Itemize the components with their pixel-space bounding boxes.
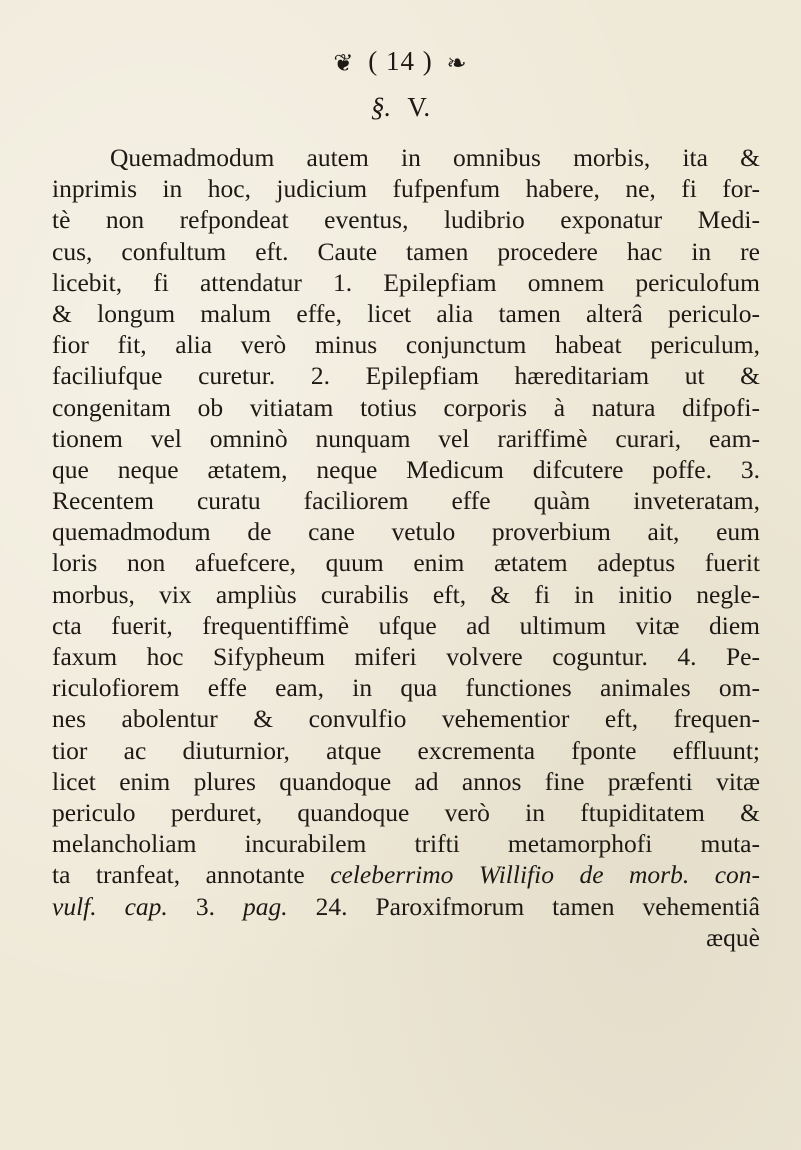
page-number: ( 14 ) [368,46,433,76]
text-line: inprimis in hoc, judicium fufpenfum habere, ne, fi for- [52,174,760,204]
text-line: licebit, fi attendatur 1. Epilepfiam omnem periculofum [52,267,760,297]
text-line: cta fuerit, frequentiffimè ufque ad ultimum vitæ diem [52,610,760,640]
text-line: congenitam ob vitiatam totius corporis à natura difpofi- [52,392,760,422]
page-header [0,46,801,78]
citation-chapter: vulf. cap. [52,891,168,921]
citation-author: celeberrimo Willifio de morb. con- [330,860,761,890]
text-line: fior fit, alia verò minus conjunctum habeat periculum, [52,330,760,360]
text-line: Recentem curatu faciliorem effe quàm inveteratam, [52,486,760,516]
text-line: que neque ætatem, neque Medicum difcutere poffe. 3. [52,454,760,484]
citation-tail: 24. Paroxifmorum tamen vehementiâ [287,891,760,921]
text-line: & longum malum effe, licet alia tamen alterâ periculo- [52,298,760,328]
citation-page-label: pag. [242,891,288,921]
catchword: æquè [706,922,760,952]
text-line: licet enim plures quandoque ad annos fine præfenti vitæ [52,766,760,796]
section-heading [0,92,801,123]
text-line: tè non refpondeat eventus, ludibrio exponatur Medi- [52,205,760,235]
text-line: morbus, vix ampliùs curabilis eft, & fi in initio negle- [52,579,760,609]
text-line: quemadmodum de cane vetulo proverbium ait, eum [52,517,760,547]
text-line: loris non afuefcere, quum enim ætatem adeptus fuerit [52,548,760,578]
text-line: melancholiam incurabilem trifti metamorphofi muta- [52,829,760,859]
text-line: riculofiorem effe eam, in qua functiones animales om- [52,673,760,703]
section-number: V. [407,92,431,122]
text-line: faciliufque curetur. 2. Epilepfiam hæreditariam ut & [52,361,760,391]
text-line: tionem vel omninò nunquam vel rariffimè curari, eam- [52,423,760,453]
text-line: faxum hoc Sifypheum miferi volvere coguntur. 4. Pe- [52,642,760,671]
text-line: Quemadmodum autem in omnibus morbis, ita & [110,143,760,172]
citation-line [52,859,760,890]
citation-chapter-number: 3. [167,891,243,921]
text-line: cus, confultum eft. Caute tamen procedere hac in re [52,236,760,266]
citation-line-2 [52,891,760,922]
text-line: nes abolentur & convulfio vehementior eft, frequen- [52,704,760,734]
text-line: tior ac diuturnior, atque excrementa fponte effluunt; [52,735,760,765]
text-line: periculo perduret, quandoque verò in ftupiditatem & [52,797,760,827]
ornament-left-icon: ❦ [333,51,355,78]
citation-lead: ta tranfeat, annotante [52,860,331,890]
ornament-right-icon: ❧ [446,51,468,78]
section-symbol: §. [370,92,392,122]
body-paragraph [52,142,760,953]
